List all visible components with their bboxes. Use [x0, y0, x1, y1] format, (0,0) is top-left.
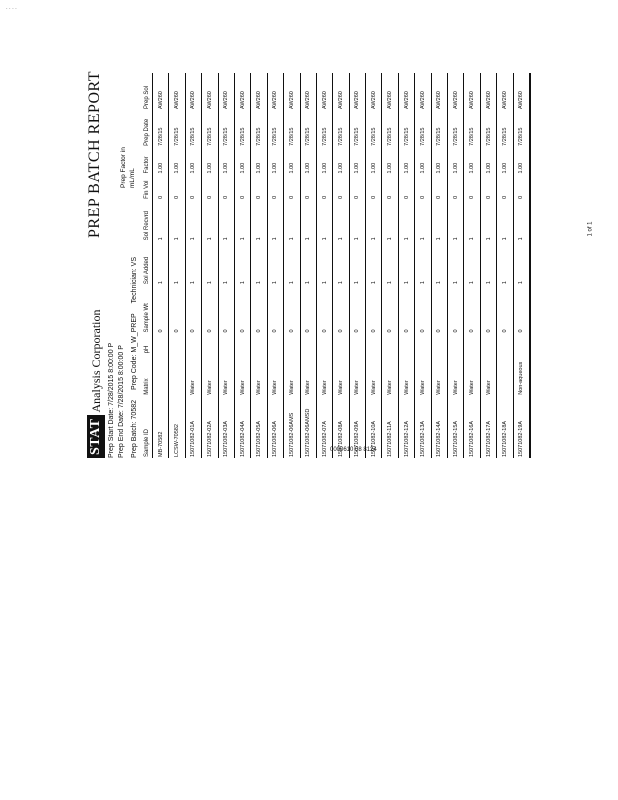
cell-sol-recvrd: 1	[448, 200, 464, 241]
cell-sample-id: 15071082-16A	[464, 396, 480, 458]
cell-sample-wt: 0	[218, 285, 234, 333]
cell-prep-date: 7/28/15	[480, 110, 496, 147]
cell-sample-wt: 0	[464, 285, 480, 333]
cell-ph	[153, 334, 169, 355]
cell-fin-vol: 0	[398, 175, 414, 200]
cell-sample-id: 15071082-11A	[382, 396, 398, 458]
cell-matrix: Water	[366, 354, 382, 395]
cell-prep-sol: AW260	[316, 73, 332, 110]
cell-factor: 1.00	[513, 147, 530, 175]
prep-start-value: 7/28/2015 8:00:00 P	[108, 342, 115, 406]
cell-prep-date: 7/28/15	[349, 110, 365, 147]
col-fin-vol: Fin Vol	[142, 175, 153, 200]
cell-factor: 1.00	[464, 147, 480, 175]
cell-matrix: Water	[202, 354, 218, 395]
prep-batch	[131, 400, 138, 458]
cell-sol-recvrd: 1	[366, 200, 382, 241]
cell-matrix: Water	[300, 354, 316, 395]
cell-fin-vol: 0	[448, 175, 464, 200]
prep-batch-table	[142, 73, 531, 458]
cell-sol-recvrd: 1	[497, 200, 513, 241]
prep-batch-value: 70582	[131, 400, 138, 420]
cell-sample-id: 15071082-18A	[497, 396, 513, 458]
cell-sol-added: 1	[415, 241, 431, 285]
page-number: 1 of 1	[587, 221, 594, 237]
cell-prep-sol: AW260	[349, 73, 365, 110]
cell-prep-sol: AW260	[464, 73, 480, 110]
cell-ph	[251, 334, 267, 355]
company-name: Analysis Corporation	[88, 309, 103, 413]
cell-ph	[169, 334, 185, 355]
cell-prep-date: 7/28/15	[218, 110, 234, 147]
table-row	[185, 73, 201, 458]
cell-sample-id: 15071082-17A	[480, 396, 496, 458]
table-row	[218, 73, 234, 458]
cell-ph	[300, 334, 316, 355]
table-row	[398, 73, 414, 458]
cell-prep-date: 7/28/15	[333, 110, 349, 147]
cell-matrix: Water	[267, 354, 283, 395]
cell-sample-wt: 0	[382, 285, 398, 333]
cell-prep-date: 7/28/15	[234, 110, 250, 147]
table-body	[153, 73, 530, 458]
prep-batch-label: Prep Batch:	[131, 421, 138, 458]
cell-sample-wt: 0	[169, 285, 185, 333]
cell-sample-wt: 0	[202, 285, 218, 333]
cell-ph	[415, 334, 431, 355]
cell-factor: 1.00	[398, 147, 414, 175]
cell-sample-wt: 0	[284, 285, 300, 333]
cell-factor: 1.00	[153, 147, 169, 175]
cell-sample-wt: 0	[480, 285, 496, 333]
cell-ph	[284, 334, 300, 355]
cell-sample-id: 15071082-13A	[415, 396, 431, 458]
cell-matrix: Water	[316, 354, 332, 395]
cell-prep-sol: AW260	[202, 73, 218, 110]
cell-fin-vol: 0	[349, 175, 365, 200]
cell-prep-sol: AW260	[218, 73, 234, 110]
cell-matrix	[169, 354, 185, 395]
cell-sample-id: 15071082-03A	[218, 396, 234, 458]
table-row	[513, 73, 530, 458]
cell-prep-date: 7/28/15	[153, 110, 169, 147]
cell-sample-wt: 0	[251, 285, 267, 333]
cell-sample-wt: 0	[300, 285, 316, 333]
cell-sol-recvrd: 1	[382, 200, 398, 241]
cell-prep-sol: AW260	[284, 73, 300, 110]
cell-prep-date: 7/28/15	[316, 110, 332, 147]
cell-prep-sol: AW260	[267, 73, 283, 110]
cell-sol-recvrd: 1	[153, 200, 169, 241]
cell-sample-id: 15071082-15A	[448, 396, 464, 458]
cell-prep-sol: AW260	[169, 73, 185, 110]
cell-prep-sol: AW260	[513, 73, 530, 110]
cell-matrix: Water	[349, 354, 365, 395]
cell-sample-wt: 0	[398, 285, 414, 333]
cell-sample-wt: 0	[316, 285, 332, 333]
cell-ph	[234, 334, 250, 355]
table-row	[415, 73, 431, 458]
cell-sol-recvrd: 1	[464, 200, 480, 241]
cell-sol-recvrd: 1	[185, 200, 201, 241]
cell-sol-added: 1	[251, 241, 267, 285]
cell-sample-id: 15071082-19A	[513, 396, 530, 458]
cell-matrix: Water	[185, 354, 201, 395]
table-header-row	[142, 73, 153, 458]
cell-factor: 1.00	[382, 147, 398, 175]
cell-factor: 1.00	[366, 147, 382, 175]
cell-matrix: Water	[218, 354, 234, 395]
prep-start-label: Prep Start Date:	[108, 407, 115, 458]
cell-factor: 1.00	[267, 147, 283, 175]
table-row	[464, 73, 480, 458]
cell-sol-recvrd: 1	[251, 200, 267, 241]
cell-prep-date: 7/28/15	[185, 110, 201, 147]
cell-prep-date: 7/28/15	[448, 110, 464, 147]
cell-sample-wt: 0	[415, 285, 431, 333]
cell-sample-wt: 0	[448, 285, 464, 333]
table-row	[382, 73, 398, 458]
cell-sol-recvrd: 1	[300, 200, 316, 241]
cell-factor: 1.00	[300, 147, 316, 175]
cell-factor: 1.00	[448, 147, 464, 175]
cell-sample-id: 15071082-14A	[431, 396, 447, 458]
cell-prep-sol: AW260	[251, 73, 267, 110]
cell-ph	[202, 334, 218, 355]
cell-factor: 1.00	[284, 147, 300, 175]
table-row	[284, 73, 300, 458]
cell-sol-added: 1	[497, 241, 513, 285]
cell-prep-date: 7/28/15	[497, 110, 513, 147]
cell-prep-date: 7/28/15	[267, 110, 283, 147]
col-prep-sol: Prep Sol	[142, 73, 153, 110]
prep-code-label: Prep Code:	[131, 354, 138, 390]
col-sol-recvrd: Sol Recvrd	[142, 200, 153, 241]
cell-sol-added: 1	[316, 241, 332, 285]
cell-ph	[349, 334, 365, 355]
table-row	[366, 73, 382, 458]
cell-fin-vol: 0	[267, 175, 283, 200]
cell-factor: 1.00	[202, 147, 218, 175]
cell-sol-added: 1	[202, 241, 218, 285]
cell-prep-date: 7/28/15	[398, 110, 414, 147]
cell-fin-vol: 0	[497, 175, 513, 200]
cell-matrix: Water	[480, 354, 496, 395]
cell-sol-added: 1	[267, 241, 283, 285]
cell-ph	[431, 334, 447, 355]
cell-sample-id: 15071082-02A	[202, 396, 218, 458]
prep-end-date	[118, 345, 125, 458]
cell-fin-vol: 0	[284, 175, 300, 200]
cell-sol-added: 1	[382, 241, 398, 285]
cell-matrix: Water	[415, 354, 431, 395]
cell-sol-added: 1	[464, 241, 480, 285]
cell-sample-id: 15071082-06AMSD	[300, 396, 316, 458]
cell-factor: 1.00	[497, 147, 513, 175]
cell-sol-added: 1	[153, 241, 169, 285]
cell-sol-recvrd: 1	[513, 200, 530, 241]
cell-ph	[448, 334, 464, 355]
cell-factor: 1.00	[316, 147, 332, 175]
cell-prep-date: 7/28/15	[431, 110, 447, 147]
cell-factor: 1.00	[185, 147, 201, 175]
cell-sol-recvrd: 1	[431, 200, 447, 241]
col-prep-date: Prep Date	[142, 110, 153, 147]
rotated-report	[86, 58, 525, 458]
table-row	[431, 73, 447, 458]
cell-factor: 1.00	[333, 147, 349, 175]
cell-sample-wt: 0	[366, 285, 382, 333]
cell-sample-id: 15071082-09A	[349, 396, 365, 458]
cell-prep-date: 7/28/15	[382, 110, 398, 147]
cell-matrix	[153, 354, 169, 395]
cell-prep-sol: AW260	[398, 73, 414, 110]
cell-fin-vol: 0	[153, 175, 169, 200]
table-row	[316, 73, 332, 458]
cell-factor: 1.00	[349, 147, 365, 175]
cell-sample-wt: 0	[497, 285, 513, 333]
cell-fin-vol: 0	[300, 175, 316, 200]
cell-sol-added: 1	[333, 241, 349, 285]
cell-sample-wt: 0	[431, 285, 447, 333]
cell-factor: 1.00	[169, 147, 185, 175]
cell-ph	[316, 334, 332, 355]
cell-sol-recvrd: 1	[267, 200, 283, 241]
cell-sol-added: 1	[513, 241, 530, 285]
cell-sol-added: 1	[284, 241, 300, 285]
cell-prep-date: 7/28/15	[464, 110, 480, 147]
table-row	[300, 73, 316, 458]
cell-prep-date: 7/28/15	[300, 110, 316, 147]
cell-sol-recvrd: 1	[398, 200, 414, 241]
cell-fin-vol: 0	[382, 175, 398, 200]
col-sample-wt: Sample Wt	[142, 285, 153, 333]
prep-start-date	[108, 343, 115, 458]
cell-sample-id: MB-70582	[153, 396, 169, 458]
cell-fin-vol: 0	[513, 175, 530, 200]
cell-factor: 1.00	[234, 147, 250, 175]
cell-fin-vol: 0	[185, 175, 201, 200]
table-row	[251, 73, 267, 458]
col-ph: pH	[142, 334, 153, 355]
cell-sample-id: 15071082-06AMS	[284, 396, 300, 458]
cell-factor: 1.00	[415, 147, 431, 175]
prep-end-value: 7/28/2015 8:00:00 P	[118, 345, 125, 409]
cell-sol-recvrd: 1	[218, 200, 234, 241]
cell-sample-wt: 0	[267, 285, 283, 333]
cell-ph	[333, 334, 349, 355]
technician-value: VS	[131, 257, 138, 267]
cell-fin-vol: 0	[202, 175, 218, 200]
cell-prep-sol: AW260	[300, 73, 316, 110]
prep-factor-label: Prep Factor in	[120, 147, 127, 188]
cell-sol-recvrd: 1	[284, 200, 300, 241]
col-sol-added: Sol Added	[142, 241, 153, 285]
cell-sample-id: LCSW-70582	[169, 396, 185, 458]
technician-label: Technician:	[131, 268, 138, 304]
cell-sample-wt: 0	[333, 285, 349, 333]
cell-sample-id: 15071082-07A	[316, 396, 332, 458]
cell-prep-sol: AW260	[234, 73, 250, 110]
cell-factor: 1.00	[218, 147, 234, 175]
cell-ph	[464, 334, 480, 355]
table-row	[349, 73, 365, 458]
scan-mark: · · · ·	[6, 6, 17, 12]
cell-matrix: Water	[448, 354, 464, 395]
col-factor: Factor	[142, 147, 153, 175]
cell-fin-vol: 0	[431, 175, 447, 200]
cell-sol-recvrd: 1	[333, 200, 349, 241]
cell-ph	[267, 334, 283, 355]
cell-prep-sol: AW260	[185, 73, 201, 110]
cell-sample-wt: 0	[185, 285, 201, 333]
cell-matrix: Water	[382, 354, 398, 395]
cell-sol-added: 1	[448, 241, 464, 285]
cell-fin-vol: 0	[316, 175, 332, 200]
cell-fin-vol: 0	[366, 175, 382, 200]
cell-prep-sol: AW260	[415, 73, 431, 110]
cell-ph	[185, 334, 201, 355]
cell-factor: 1.00	[480, 147, 496, 175]
cell-prep-sol: AW260	[366, 73, 382, 110]
cell-sample-id: 15071082-10A	[366, 396, 382, 458]
col-sample-id: Sample ID	[142, 396, 153, 458]
cell-matrix: Water	[333, 354, 349, 395]
cell-sample-id: 15071082-12A	[398, 396, 414, 458]
cell-fin-vol: 0	[234, 175, 250, 200]
cell-fin-vol: 0	[218, 175, 234, 200]
cell-sol-recvrd: 1	[234, 200, 250, 241]
cell-fin-vol: 0	[464, 175, 480, 200]
cell-factor: 1.00	[251, 147, 267, 175]
cell-sample-id: 15071082-04A	[234, 396, 250, 458]
cell-fin-vol: 0	[480, 175, 496, 200]
table-row	[234, 73, 250, 458]
cell-prep-sol: AW260	[448, 73, 464, 110]
cell-sol-recvrd: 1	[202, 200, 218, 241]
cell-fin-vol: 0	[333, 175, 349, 200]
table-row	[333, 73, 349, 458]
cell-sol-added: 1	[398, 241, 414, 285]
cell-sol-added: 1	[218, 241, 234, 285]
cell-sample-wt: 0	[234, 285, 250, 333]
cell-matrix: Water	[284, 354, 300, 395]
cell-fin-vol: 0	[251, 175, 267, 200]
cell-prep-sol: AW260	[382, 73, 398, 110]
cell-sample-wt: 0	[513, 285, 530, 333]
cell-prep-date: 7/28/15	[284, 110, 300, 147]
cell-ph	[513, 334, 530, 355]
cell-matrix: Non-aqueous	[513, 354, 530, 395]
cell-sol-added: 1	[431, 241, 447, 285]
cell-prep-date: 7/28/15	[366, 110, 382, 147]
cell-factor: 1.00	[431, 147, 447, 175]
table-row	[169, 73, 185, 458]
cell-prep-date: 7/28/15	[202, 110, 218, 147]
cell-sol-recvrd: 1	[169, 200, 185, 241]
cell-prep-date: 7/28/15	[513, 110, 530, 147]
cell-fin-vol: 0	[415, 175, 431, 200]
table-row	[448, 73, 464, 458]
cell-sol-added: 1	[480, 241, 496, 285]
table-row	[153, 73, 169, 458]
cell-sol-recvrd: 1	[415, 200, 431, 241]
cell-prep-sol: AW260	[497, 73, 513, 110]
cell-ph	[480, 334, 496, 355]
footer-stamp: 0000610 08 8124	[330, 447, 377, 453]
cell-ph	[497, 334, 513, 355]
cell-ph	[366, 334, 382, 355]
cell-ph	[398, 334, 414, 355]
cell-prep-date: 7/28/15	[169, 110, 185, 147]
cell-sol-added: 1	[169, 241, 185, 285]
table-row	[497, 73, 513, 458]
cell-fin-vol: 0	[169, 175, 185, 200]
cell-prep-sol: AW260	[153, 73, 169, 110]
cell-sol-added: 1	[366, 241, 382, 285]
cell-prep-date: 7/28/15	[415, 110, 431, 147]
cell-matrix: Water	[464, 354, 480, 395]
table-row	[202, 73, 218, 458]
cell-sol-added: 1	[185, 241, 201, 285]
cell-matrix: Water	[398, 354, 414, 395]
cell-matrix: Water	[251, 354, 267, 395]
table-row	[267, 73, 283, 458]
cell-sample-wt: 0	[349, 285, 365, 333]
cell-sol-recvrd: 1	[480, 200, 496, 241]
cell-sample-id: 15071082-05A	[251, 396, 267, 458]
prep-factor-unit: mL/mL	[129, 168, 136, 188]
col-matrix: Matrix	[142, 354, 153, 395]
technician	[131, 257, 138, 303]
cell-sol-recvrd: 1	[316, 200, 332, 241]
cell-matrix: Water	[431, 354, 447, 395]
batch-info-row	[131, 257, 138, 458]
cell-prep-sol: AW260	[431, 73, 447, 110]
table-row	[480, 73, 496, 458]
cell-sample-id: 15071082-08A	[333, 396, 349, 458]
company-header	[86, 310, 106, 459]
cell-sample-id: 15071082-06A	[267, 396, 283, 458]
cell-sol-recvrd: 1	[349, 200, 365, 241]
cell-ph	[218, 334, 234, 355]
cell-sample-wt: 0	[153, 285, 169, 333]
cell-sol-added: 1	[234, 241, 250, 285]
cell-sol-added: 1	[300, 241, 316, 285]
cell-sample-id: 15071082-01A	[185, 396, 201, 458]
prep-code	[131, 313, 138, 390]
cell-sol-added: 1	[349, 241, 365, 285]
cell-prep-date: 7/28/15	[251, 110, 267, 147]
prep-code-value: M_W_PREP	[131, 313, 138, 353]
cell-matrix	[497, 354, 513, 395]
cell-ph	[382, 334, 398, 355]
cell-prep-sol: AW260	[333, 73, 349, 110]
cell-prep-sol: AW260	[480, 73, 496, 110]
report-title: PREP BATCH REPORT	[86, 71, 103, 238]
company-logo: STAT	[87, 416, 105, 459]
cell-matrix: Water	[234, 354, 250, 395]
prep-end-label: Prep End Date:	[118, 410, 125, 458]
